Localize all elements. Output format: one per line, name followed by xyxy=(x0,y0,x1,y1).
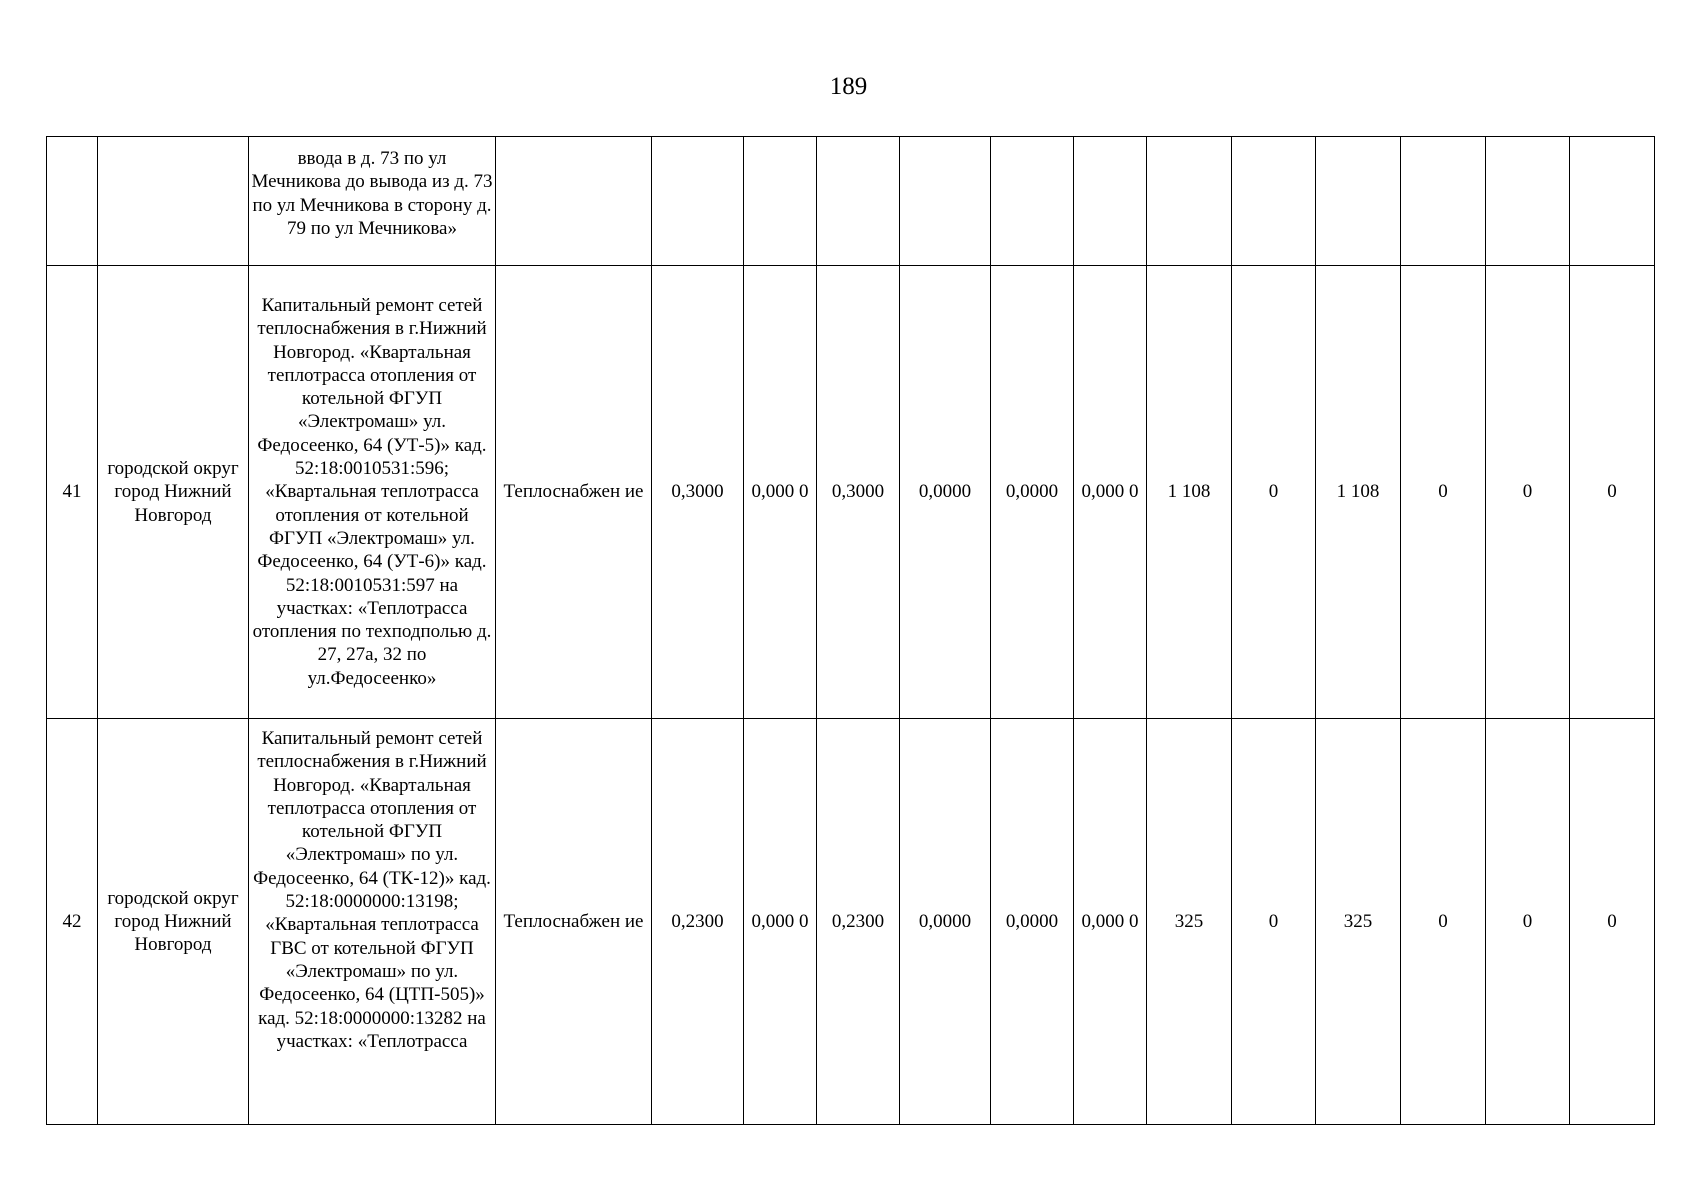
cell-value: 1 108 xyxy=(1147,266,1232,719)
cell-value xyxy=(817,137,900,266)
cell-value xyxy=(1074,137,1147,266)
cell-value: 0,000 0 xyxy=(1074,266,1147,719)
cell-value xyxy=(1147,137,1232,266)
cell-value: 0,000 0 xyxy=(1074,719,1147,1125)
cell-value: 0,3000 xyxy=(652,266,744,719)
cell-value: 0 xyxy=(1486,719,1570,1125)
cell-value: 0,0000 xyxy=(991,719,1074,1125)
cell-value: 0 xyxy=(1232,719,1316,1125)
cell-number: 41 xyxy=(47,266,98,719)
cell-value xyxy=(1570,137,1655,266)
cell-value xyxy=(1316,137,1401,266)
cell-type: Теплоснабжен ие xyxy=(496,266,652,719)
cell-value: 0 xyxy=(1401,266,1486,719)
cell-value: 0,0000 xyxy=(900,266,991,719)
cell-value: 0 xyxy=(1232,266,1316,719)
cell-value: 0,000 0 xyxy=(744,719,817,1125)
cell-value xyxy=(1486,137,1570,266)
cell-municipality: городской округ город Нижний Новгород xyxy=(98,266,249,719)
cell-value: 0,000 0 xyxy=(744,266,817,719)
cell-type: Теплоснабжен ие xyxy=(496,719,652,1125)
cell-value: 0 xyxy=(1570,266,1655,719)
cell-description: Капитальный ремонт сетей теплоснабжения в г.Нижний Новгород. «Квартальная теплотрасса отопления от котельной ФГУП «Электромаш» ул. Федосеенко, 64 (УТ-5)» кад. 52:18:0010531:596; «Квартальная теплотрасса отопления от котельной ФГУП «Электромаш» ул. Федосеенко, 64 (УТ-6)» кад. 52:18:0010531:597 на участках: «Теплотрасса отопления по техподполью д. 27, 27а, 32 по ул.Федосеенко» xyxy=(249,266,496,719)
works-table xyxy=(46,136,1655,1125)
cell-value: 0,0000 xyxy=(900,719,991,1125)
cell-description: Капитальный ремонт сетей теплоснабжения в г.Нижний Новгород. «Квартальная теплотрасса отопления от котельной ФГУП «Электромаш» по ул. Федосеенко, 64 (ТК-12)» кад. 52:18:0000000:13198; «Квартальная теплотрасса ГВС от котельной ФГУП «Электромаш» по ул. Федосеенко, 64 (ЦТП-505)» кад. 52:18:0000000:13282 на участках: «Теплотрасса xyxy=(249,719,496,1125)
table-row xyxy=(47,719,1655,1125)
cell-value xyxy=(1232,137,1316,266)
cell-type xyxy=(496,137,652,266)
table-row xyxy=(47,266,1655,719)
cell-value: 1 108 xyxy=(1316,266,1401,719)
cell-value xyxy=(1401,137,1486,266)
cell-value xyxy=(744,137,817,266)
cell-description: ввода в д. 73 по ул Мечникова до вывода из д. 73 по ул Мечникова в сторону д. 79 по ул Мечникова» xyxy=(249,137,496,266)
page-number: 189 xyxy=(829,73,868,100)
cell-value: 325 xyxy=(1316,719,1401,1125)
cell-number xyxy=(47,137,98,266)
cell-number: 42 xyxy=(47,719,98,1125)
cell-value: 0,0000 xyxy=(991,266,1074,719)
cell-value: 0 xyxy=(1570,719,1655,1125)
cell-value xyxy=(991,137,1074,266)
cell-value xyxy=(900,137,991,266)
cell-value: 0,2300 xyxy=(817,719,900,1125)
table-row xyxy=(47,137,1655,266)
cell-value: 325 xyxy=(1147,719,1232,1125)
cell-value: 0,2300 xyxy=(652,719,744,1125)
cell-municipality: городской округ город Нижний Новгород xyxy=(98,719,249,1125)
cell-value xyxy=(652,137,744,266)
cell-value: 0,3000 xyxy=(817,266,900,719)
cell-municipality xyxy=(98,137,249,266)
cell-value: 0 xyxy=(1401,719,1486,1125)
cell-value: 0 xyxy=(1486,266,1570,719)
